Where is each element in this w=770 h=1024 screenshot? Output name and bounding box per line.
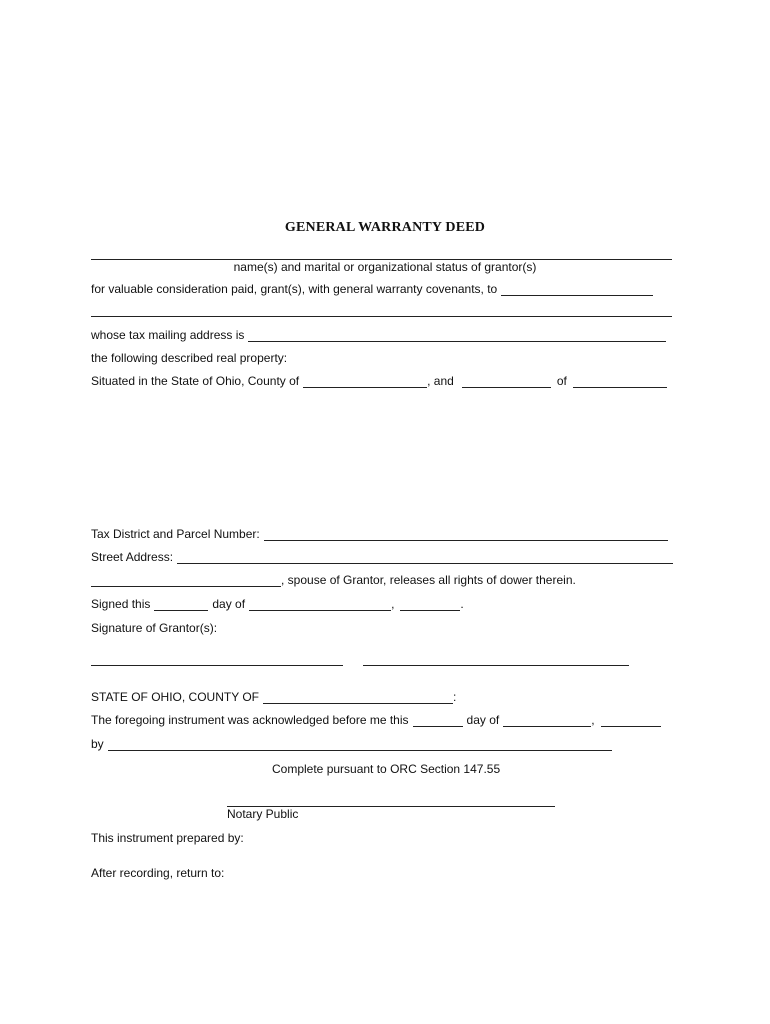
acknowledged-row <box>91 713 661 727</box>
acknowledged-day-of: day of <box>466 713 500 727</box>
street-address-row <box>91 550 673 564</box>
acknowledged-year-blank[interactable] <box>601 714 661 727</box>
signed-period: . <box>460 597 464 611</box>
spouse-name-blank[interactable] <box>91 574 281 587</box>
by-label: by <box>91 737 104 751</box>
acknowledged-prefix: The foregoing instrument was acknowledged before me this <box>91 713 409 727</box>
state-county-colon: : <box>453 690 457 704</box>
acknowledged-day-blank[interactable] <box>413 714 463 727</box>
consideration-text: for valuable consideration paid, grant(s), with general warranty covenants, to <box>91 282 498 296</box>
acknowledged-comma: , <box>591 713 595 727</box>
situated-of: of <box>556 374 567 388</box>
tax-district-label: Tax District and Parcel Number: <box>91 527 260 541</box>
consideration-row <box>91 282 653 296</box>
orc-text: Complete pursuant to ORC Section 147.55 <box>272 762 501 776</box>
state-county-prefix: STATE OF OHIO, COUNTY OF <box>91 690 260 704</box>
document-title: GENERAL WARRANTY DEED <box>284 220 486 235</box>
property-intro: the following described real property: <box>91 351 288 365</box>
tax-mailing-address-blank[interactable] <box>248 329 666 342</box>
by-row <box>91 737 612 751</box>
signed-row <box>91 597 464 611</box>
tax-mailing-label: whose tax mailing address is <box>91 328 245 342</box>
situated-and: , and <box>427 374 454 388</box>
grantor-signature-line-2[interactable] <box>363 665 629 666</box>
municipality-blank[interactable] <box>462 375 551 388</box>
signed-day-of: day of <box>212 597 246 611</box>
notary-label: Notary Public <box>227 807 299 821</box>
grantee-name-line[interactable] <box>91 316 672 317</box>
signed-comma: , <box>391 597 395 611</box>
dower-row <box>91 573 576 587</box>
signed-year-blank[interactable] <box>400 598 460 611</box>
state-county-row <box>91 690 456 704</box>
grantor-caption: name(s) and marital or organizational status of grantor(s) <box>233 260 537 274</box>
signature-label: Signature of Grantor(s): <box>91 621 218 635</box>
acknowledged-month-blank[interactable] <box>503 714 591 727</box>
acknowledged-by-blank[interactable] <box>108 738 612 751</box>
tax-district-row <box>91 527 668 541</box>
acknowledgment-county-blank[interactable] <box>263 691 453 704</box>
dower-text: , spouse of Grantor, releases all rights of dower therein. <box>281 573 576 587</box>
situated-row <box>91 374 667 388</box>
street-address-blank[interactable] <box>177 551 673 564</box>
signed-month-blank[interactable] <box>249 598 391 611</box>
township-blank[interactable] <box>573 375 667 388</box>
signed-day-blank[interactable] <box>154 598 208 611</box>
grantor-signature-line-1[interactable] <box>91 665 343 666</box>
grantee-name-blank[interactable] <box>501 283 653 296</box>
county-blank[interactable] <box>303 375 427 388</box>
tax-mailing-row <box>91 328 666 342</box>
return-to-label: After recording, return to: <box>91 866 225 880</box>
signed-prefix: Signed this <box>91 597 151 611</box>
prepared-by-label: This instrument prepared by: <box>91 831 244 845</box>
parcel-number-blank[interactable] <box>264 528 668 541</box>
street-address-label: Street Address: <box>91 550 174 564</box>
situated-prefix: Situated in the State of Ohio, County of <box>91 374 300 388</box>
